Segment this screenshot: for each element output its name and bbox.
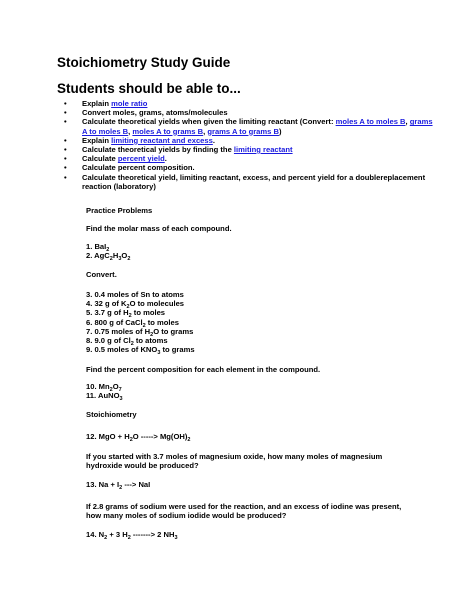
text-run: 11. AuNO bbox=[86, 391, 120, 401]
text-run: ---> NaI bbox=[122, 480, 151, 489]
problem-line bbox=[86, 327, 416, 336]
problem-line bbox=[86, 290, 416, 299]
topic-link[interactable]: grams A to grams B bbox=[207, 126, 279, 136]
text-run: , bbox=[128, 126, 133, 136]
objective-item bbox=[57, 108, 437, 117]
text-run: Calculate theoretical yields by finding the bbox=[82, 145, 234, 155]
problem-line bbox=[86, 318, 416, 327]
problem-line bbox=[86, 345, 416, 357]
topic-link[interactable]: limiting reactant and excess bbox=[111, 135, 213, 145]
text-run: 10. Mn bbox=[86, 382, 110, 391]
text-run: O bbox=[121, 251, 128, 261]
text-run: . bbox=[164, 154, 167, 164]
text-run: Find the molar mass of each compound. bbox=[86, 224, 232, 233]
problem-line bbox=[86, 391, 416, 403]
problem-block bbox=[86, 290, 416, 357]
subscript: 2 bbox=[104, 535, 108, 541]
text-run: , bbox=[405, 117, 410, 127]
bullet-icon: • bbox=[64, 108, 67, 118]
problem-line bbox=[86, 432, 416, 441]
objective-item bbox=[57, 136, 437, 145]
bullet-icon: • bbox=[64, 172, 67, 182]
text-run: 13. Na + I bbox=[86, 480, 120, 489]
objective-item bbox=[57, 145, 437, 154]
text-run: Find the percent composition for each element in the compound. bbox=[86, 365, 321, 374]
text-run: 1. BaI bbox=[86, 242, 107, 251]
document-subtitle: Students should be able to... bbox=[57, 81, 241, 96]
text-run: Calculate theoretical yield, limiting reactant, excess, and percent yield for a doublereplacement reaction (laboratory) bbox=[82, 172, 426, 191]
problem-line bbox=[86, 365, 416, 374]
bullet-icon: • bbox=[64, 145, 67, 155]
bullet-icon: • bbox=[64, 135, 67, 145]
topic-link[interactable]: moles A to grams B bbox=[132, 126, 204, 136]
text-run: to moles bbox=[131, 308, 166, 318]
problem-block bbox=[86, 480, 416, 489]
topic-link[interactable]: percent yield bbox=[117, 154, 165, 164]
text-run: Calculate percent composition. bbox=[82, 163, 195, 173]
bullet-icon: • bbox=[64, 154, 67, 164]
text-run: O to grams bbox=[153, 326, 194, 336]
text-run: H bbox=[112, 251, 119, 261]
problem-line bbox=[86, 452, 416, 461]
topic-link[interactable]: limiting reactant bbox=[233, 145, 293, 155]
problem-line bbox=[86, 382, 416, 391]
text-run: . bbox=[212, 135, 215, 145]
text-run: Explain bbox=[82, 135, 112, 145]
text-run: -------> 2 NH bbox=[130, 530, 175, 539]
text-run: hydroxide would be produced? bbox=[86, 461, 199, 471]
text-run: Practice Problems bbox=[86, 206, 153, 215]
text-run: Calculate theoretical yields when given the limiting reactant (Convert: bbox=[82, 117, 336, 127]
problem-line bbox=[86, 410, 416, 419]
subscript: 2 bbox=[130, 341, 134, 348]
text-run: 8. 9.0 g of Cl bbox=[86, 336, 131, 346]
problem-block bbox=[86, 206, 416, 215]
problem-block bbox=[86, 432, 416, 441]
text-run: to atoms bbox=[133, 336, 168, 346]
problem-block bbox=[86, 224, 416, 233]
text-run: Convert. bbox=[86, 270, 117, 279]
subscript: 2 bbox=[187, 437, 191, 443]
topic-link[interactable]: grams A to moles B bbox=[82, 117, 433, 136]
text-run: ) bbox=[278, 126, 282, 136]
problem-block bbox=[86, 242, 416, 263]
text-run: O bbox=[112, 382, 119, 391]
objectives-list bbox=[57, 99, 437, 191]
subscript: 2 bbox=[127, 535, 131, 541]
bullet-icon: • bbox=[64, 117, 67, 127]
subscript: 2 bbox=[127, 256, 131, 263]
problem-line bbox=[86, 270, 416, 279]
text-run: Stoichiometry bbox=[86, 410, 137, 419]
subscript: 3 bbox=[119, 396, 123, 403]
problem-line bbox=[86, 530, 416, 539]
subscript: 3 bbox=[157, 350, 161, 357]
topic-link[interactable]: moles A to moles B bbox=[335, 117, 406, 127]
text-run: Calculate bbox=[82, 154, 118, 164]
problem-line bbox=[86, 206, 416, 215]
problem-block bbox=[86, 410, 416, 419]
subscript: 2 bbox=[150, 331, 154, 338]
problem-line bbox=[86, 242, 416, 251]
text-run: Explain bbox=[82, 99, 112, 108]
text-run: If 2.8 grams of sodium were used for the reaction, and an excess of iodine was present, bbox=[86, 502, 402, 511]
subscript: 7 bbox=[118, 387, 122, 393]
text-run: to grams bbox=[160, 345, 195, 355]
problem-block bbox=[86, 502, 416, 520]
subscript: 2 bbox=[106, 247, 110, 253]
problem-line bbox=[86, 502, 416, 511]
text-run: 7. 0.75 moles of H bbox=[86, 326, 151, 336]
document-title: Stoichiometry Study Guide bbox=[57, 55, 231, 70]
objective-item bbox=[57, 163, 437, 172]
problem-line bbox=[86, 299, 416, 311]
problem-line bbox=[86, 336, 416, 348]
text-run: , bbox=[203, 126, 208, 136]
text-run: 2. AgC bbox=[86, 251, 110, 261]
text-run: 5. 3.7 g of H bbox=[86, 308, 129, 318]
problem-line bbox=[86, 224, 416, 233]
text-run: how many moles of sodium iodide would be produced? bbox=[86, 511, 287, 521]
problem-line bbox=[86, 480, 416, 489]
bullet-icon: • bbox=[64, 163, 67, 173]
problem-line bbox=[86, 461, 416, 470]
problem-block bbox=[86, 382, 416, 403]
text-run: 9. 0.5 moles of KNO bbox=[86, 345, 158, 355]
text-run: 6. 800 g of CaCl bbox=[86, 317, 143, 327]
objective-item bbox=[57, 173, 437, 191]
subscript: 2 bbox=[126, 304, 130, 311]
text-run: + 3 H bbox=[107, 530, 128, 539]
subscript: 3 bbox=[174, 535, 178, 541]
problem-block bbox=[86, 530, 416, 539]
problem-line bbox=[86, 308, 416, 320]
text-run: 4. 32 g of K bbox=[86, 299, 127, 309]
text-run: to moles bbox=[145, 317, 179, 327]
text-run: O -----> Mg(OH) bbox=[132, 432, 188, 441]
problem-line bbox=[86, 511, 416, 520]
text-run: 3. 0.4 moles of Sn to atoms bbox=[86, 290, 184, 299]
problem-block bbox=[86, 270, 416, 279]
problem-block bbox=[86, 452, 416, 470]
objective-item bbox=[57, 154, 437, 163]
bullet-icon: • bbox=[64, 99, 67, 108]
topic-link[interactable]: mole ratio bbox=[111, 99, 148, 108]
objective-item bbox=[57, 99, 437, 108]
problem-block bbox=[86, 365, 416, 374]
subscript: 2 bbox=[109, 256, 113, 263]
text-run: O to molecules bbox=[129, 299, 185, 309]
text-run: 12. MgO + H bbox=[86, 432, 130, 441]
text-run: 14. N bbox=[86, 530, 105, 539]
subscript: 3 bbox=[118, 256, 122, 263]
subscript: 2 bbox=[119, 485, 123, 491]
subscript: 2 bbox=[129, 437, 133, 443]
text-run: Convert moles, grams, atoms/molecules bbox=[82, 108, 228, 118]
subscript: 2 bbox=[109, 387, 113, 393]
subscript: 2 bbox=[142, 322, 146, 329]
text-run: If you started with 3.7 moles of magnesium oxide, how many moles of magnesium bbox=[86, 452, 383, 461]
objective-item bbox=[57, 117, 437, 135]
problem-line bbox=[86, 251, 416, 263]
subscript: 2 bbox=[128, 313, 132, 320]
